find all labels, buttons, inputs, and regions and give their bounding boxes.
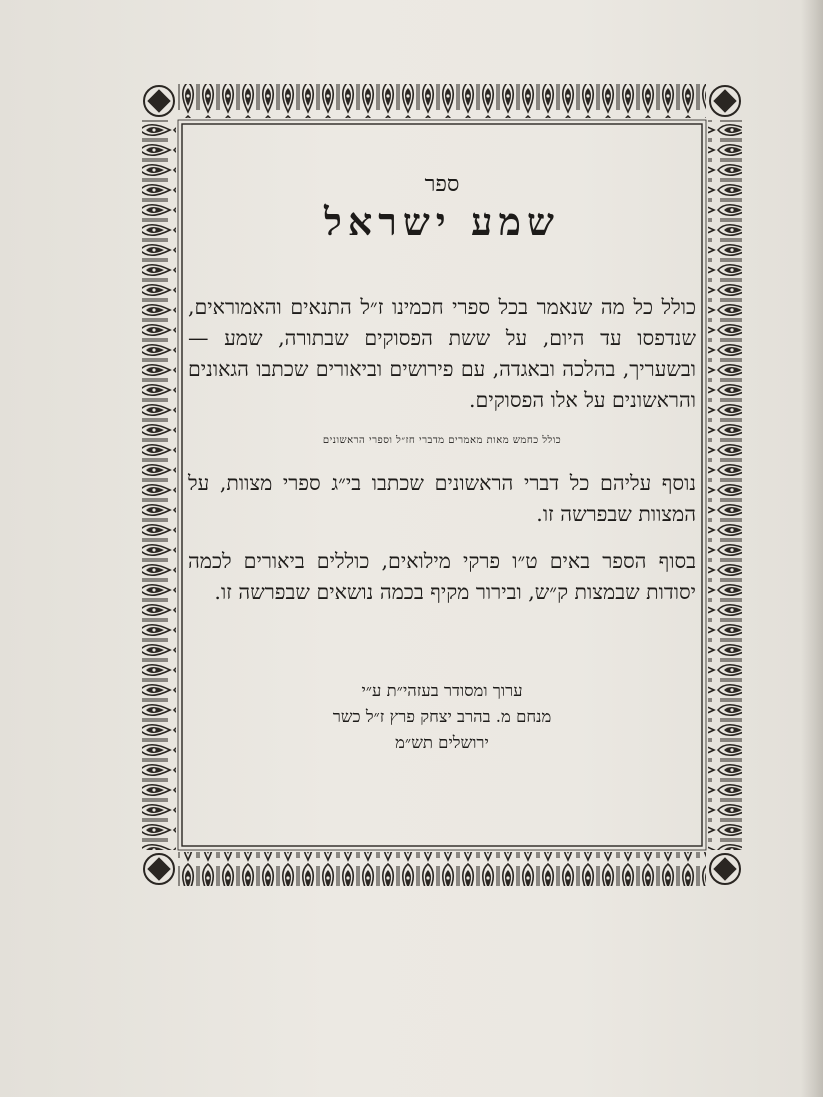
imprint-author-line: מנחם מ. בהרב יצחק פרץ ז״ל כשר xyxy=(332,707,552,726)
imprint xyxy=(188,678,696,756)
book-title: שמע ישראל xyxy=(324,199,560,244)
contents-note: כולל כחמש מאות מאמרים מדברי חז״ל וספרי הראשונים xyxy=(322,435,562,446)
addition-paragraph: נוסף עליהם כל דברי הראשונים שכתבו בי״ג ספרי מצוות, על המצוות שבפרשה זו. xyxy=(188,471,696,526)
sefer-label: ספר xyxy=(424,172,460,197)
title-page-content xyxy=(188,128,696,756)
appendix-paragraph: בסוף הספר באים ט״ו פרקי מילואים, כוללים ביאורים לכמה יסודות שבמצות ק״ש, ובירור מקיף בכמה נושאים שבפרשה זו. xyxy=(188,549,696,604)
imprint-editor-line: ערוך ומסודר בעזהי״ת ע״י xyxy=(361,681,523,700)
page-edge-shadow xyxy=(801,0,823,1097)
imprint-place-year-line: ירושלים תש״מ xyxy=(395,733,489,752)
intro-paragraph: כולל כל מה שנאמר בכל ספרי חכמינו ז״ל התנאים והאמוראים, שנדפסו עד היום, על ששת הפסוקים שבתורה, שמע — ובשעריך, בהלכה ובאגדה, עם פירושים וביאורים שכתבו הגאונים והראשונים על אלו הפסוקים. xyxy=(188,295,696,412)
